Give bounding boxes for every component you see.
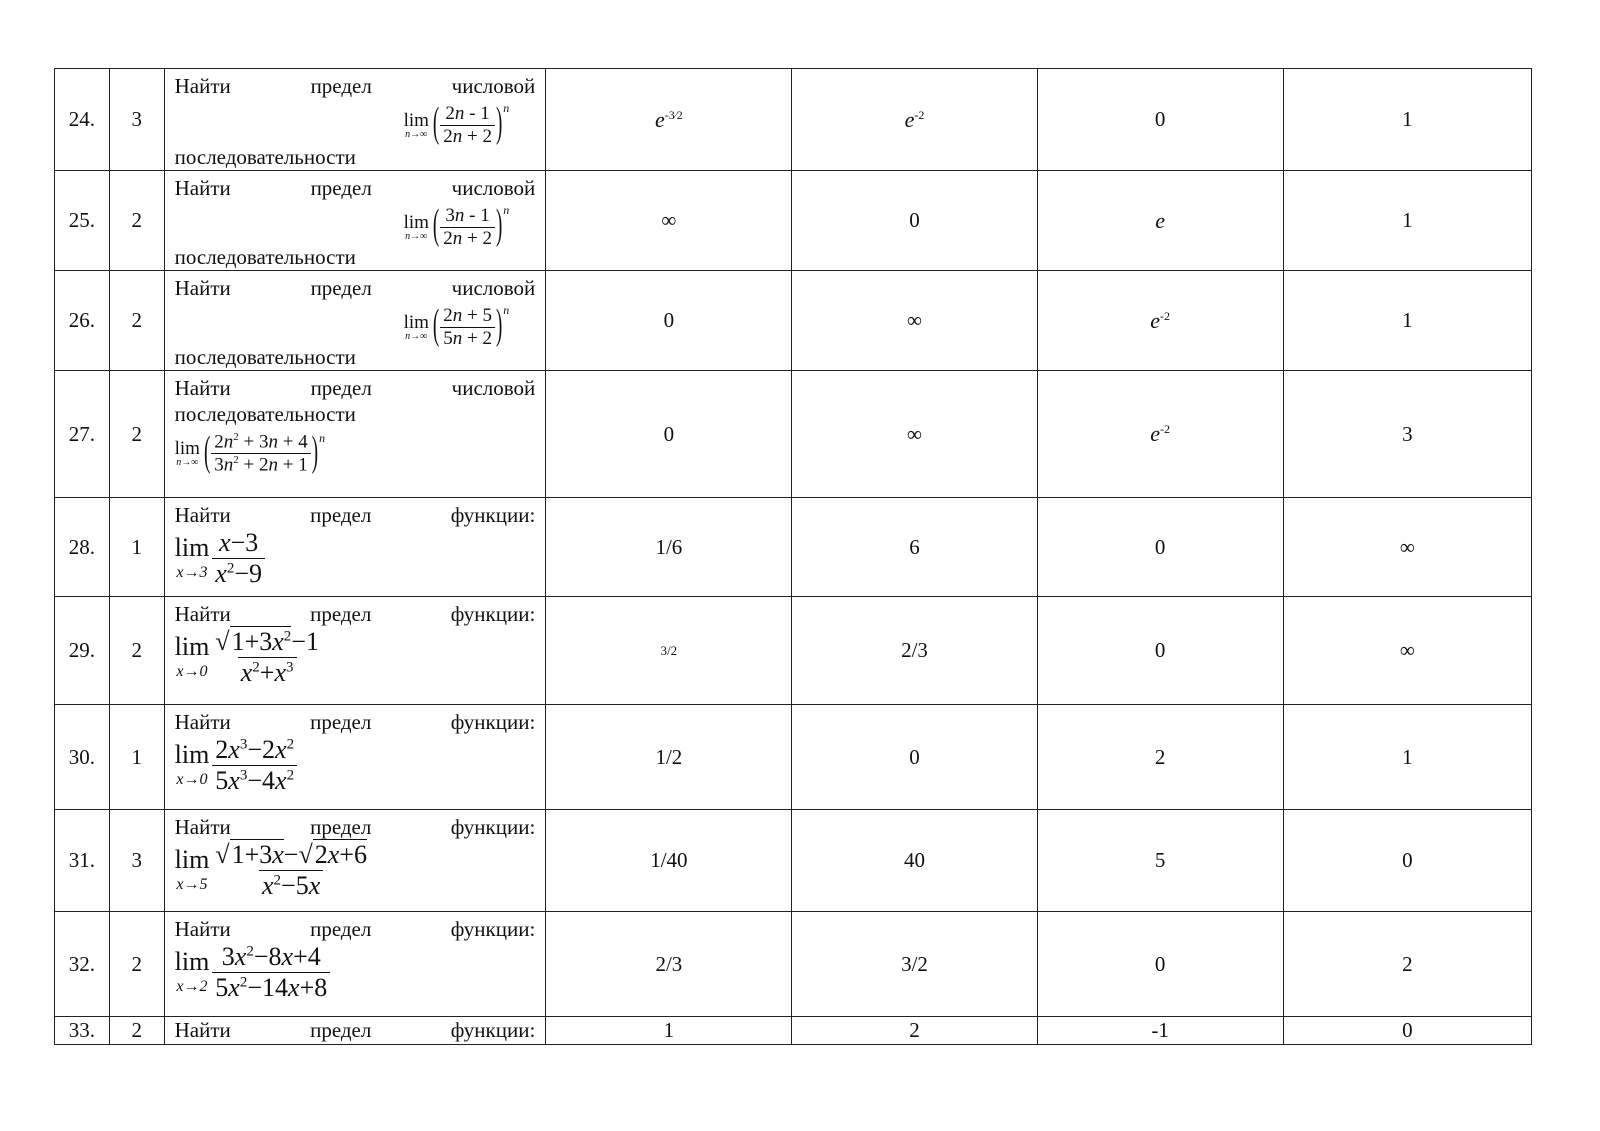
task-level: 2 [109, 912, 164, 1017]
sequence-limit-formula: lim n→∞ ( 3n - 1 2n + 2 ) n [403, 203, 510, 250]
answer-4[interactable]: ∞ [1283, 597, 1531, 705]
answer-4[interactable]: 1 [1283, 705, 1531, 810]
answer-3[interactable]: 0 [1037, 498, 1283, 597]
task-level: 3 [109, 810, 164, 912]
answer-3[interactable]: 0 [1037, 69, 1283, 171]
answer-3[interactable]: 5 [1037, 810, 1283, 912]
answer-2[interactable]: 2 [792, 1017, 1037, 1045]
table-row [55, 1017, 1532, 1045]
table-row [55, 271, 1532, 371]
answer-1[interactable]: 1/2 [546, 705, 792, 810]
task-level: 1 [109, 705, 164, 810]
task-number: 24. [55, 69, 110, 171]
task-text: Найти предел функции: lim x→0 $√1+3x^2-1$ $x^2+x^3$ [164, 597, 546, 705]
table-row [55, 810, 1532, 912]
sequence-limit-formula: lim n→∞ ( 2n - 1 2n + 2 ) n [403, 101, 510, 148]
table-row [55, 705, 1532, 810]
answer-3[interactable]: 2 [1037, 705, 1283, 810]
answer-2[interactable]: ∞ [792, 271, 1037, 371]
function-limit-formula: lim x→0 $2x^3-2x^2$ $5x^3-4x^2$ [175, 735, 536, 796]
table-row [55, 69, 1532, 171]
function-limit-formula: lim x→2 $3x^2-8x+4$ $5x^2-14x+8$ [175, 942, 536, 1003]
answer-1[interactable]: 1/6 [546, 498, 792, 597]
answer-2[interactable]: $e^{-2}$ [792, 69, 1037, 171]
function-limit-formula: lim x→0 $√1+3x^2-1$ $x^2+x^3$ [174, 627, 319, 687]
task-number: 33. [55, 1017, 110, 1045]
answer-1[interactable]: ∞ [546, 171, 792, 271]
answer-4[interactable]: 0 [1283, 810, 1531, 912]
task-number: 28. [55, 498, 110, 597]
task-number: 32. [55, 912, 110, 1017]
function-limit-formula: lim x→5 √1+3x−√2x+6 $x^2-5x$ [174, 840, 367, 900]
table-row [55, 498, 1532, 597]
task-level: 2 [109, 271, 164, 371]
answer-2[interactable]: 2/3 [792, 597, 1037, 705]
task-number: 25. [55, 171, 110, 271]
tasks-table [54, 68, 1532, 1045]
answer-3[interactable]: -1 [1037, 1017, 1283, 1045]
answer-2[interactable]: 3/2 [792, 912, 1037, 1017]
answer-4[interactable]: ∞ [1283, 498, 1531, 597]
task-level: 2 [109, 1017, 164, 1045]
answer-4[interactable]: 1 [1283, 69, 1531, 171]
task-number: 29. [55, 597, 110, 705]
answer-4[interactable]: 0 [1283, 1017, 1531, 1045]
table-row [55, 371, 1532, 498]
answer-1[interactable]: 2/3 [546, 912, 792, 1017]
task-level: 1 [109, 498, 164, 597]
task-text: Найти предел функции: lim x→5 √1+3x−√2x+6 $x^2-5x$ [164, 810, 546, 912]
task-level: 3 [109, 69, 164, 171]
function-limit-formula: lim x→3 x−3 $x^2-9$ [175, 528, 536, 589]
answer-2[interactable]: 6 [792, 498, 1037, 597]
answer-3[interactable]: $e^{-2}$ [1037, 271, 1283, 371]
answer-1[interactable]: $e^{-3⁄2}$ [546, 69, 792, 171]
answer-4[interactable]: 1 [1283, 271, 1531, 371]
task-text: Найти предел числовой lim n→∞ ( 2n + 5 5n + 2 ) n последовательности [164, 271, 546, 371]
sequence-limit-formula: lim n→∞ ( 2n + 5 5n + 2 ) n [403, 303, 510, 350]
answer-4[interactable]: 3 [1283, 371, 1531, 498]
task-number: 27. [55, 371, 110, 498]
answer-3[interactable]: $e^{-2}$ [1037, 371, 1283, 498]
answer-2[interactable]: 0 [792, 171, 1037, 271]
task-number: 30. [55, 705, 110, 810]
task-text: Найти предел числовой lim n→∞ ( 3n - 1 2n + 2 ) n последовательности [164, 171, 546, 271]
answer-4[interactable]: 1 [1283, 171, 1531, 271]
task-level: 2 [109, 171, 164, 271]
answer-1[interactable]: 1 [546, 1017, 792, 1045]
answer-1[interactable]: 1/40 [546, 810, 792, 912]
answer-3[interactable]: 0 [1037, 597, 1283, 705]
table-row [55, 171, 1532, 271]
table-row [55, 597, 1532, 705]
task-text: Найти предел функции: [164, 1017, 546, 1045]
answer-1[interactable]: 3/2 [546, 597, 792, 705]
task-text: Найти предел функции: lim x→2 $3x^2-8x+4$ $5x^2-14x+8$ [164, 912, 546, 1017]
task-text: Найти предел числовой lim n→∞ ( 2n - 1 2n + 2 ) n последовательности [164, 69, 546, 171]
answer-2[interactable]: 0 [792, 705, 1037, 810]
answer-4[interactable]: 2 [1283, 912, 1531, 1017]
answer-2[interactable]: 40 [792, 810, 1037, 912]
answer-3[interactable]: e [1037, 171, 1283, 271]
task-number: 26. [55, 271, 110, 371]
task-level: 2 [109, 371, 164, 498]
task-number: 31. [55, 810, 110, 912]
answer-1[interactable]: 0 [546, 371, 792, 498]
answer-2[interactable]: ∞ [792, 371, 1037, 498]
task-text: Найти предел числовой последовательности lim n→∞ ( $2n^2 + 3n + 4$ $3n^2 + 2n + 1$ ) n [164, 371, 546, 498]
task-level: 2 [109, 597, 164, 705]
task-text: Найти предел функции: lim x→3 x−3 $x^2-9$ [164, 498, 546, 597]
task-text: Найти предел функции: lim x→0 $2x^3-2x^2$ $5x^3-4x^2$ [164, 705, 546, 810]
answer-3[interactable]: 0 [1037, 912, 1283, 1017]
sequence-limit-formula: lim n→∞ ( $2n^2 + 3n + 4$ $3n^2 + 2n + 1$ ) n [174, 429, 326, 476]
answer-1[interactable]: 0 [546, 271, 792, 371]
table-row [55, 912, 1532, 1017]
